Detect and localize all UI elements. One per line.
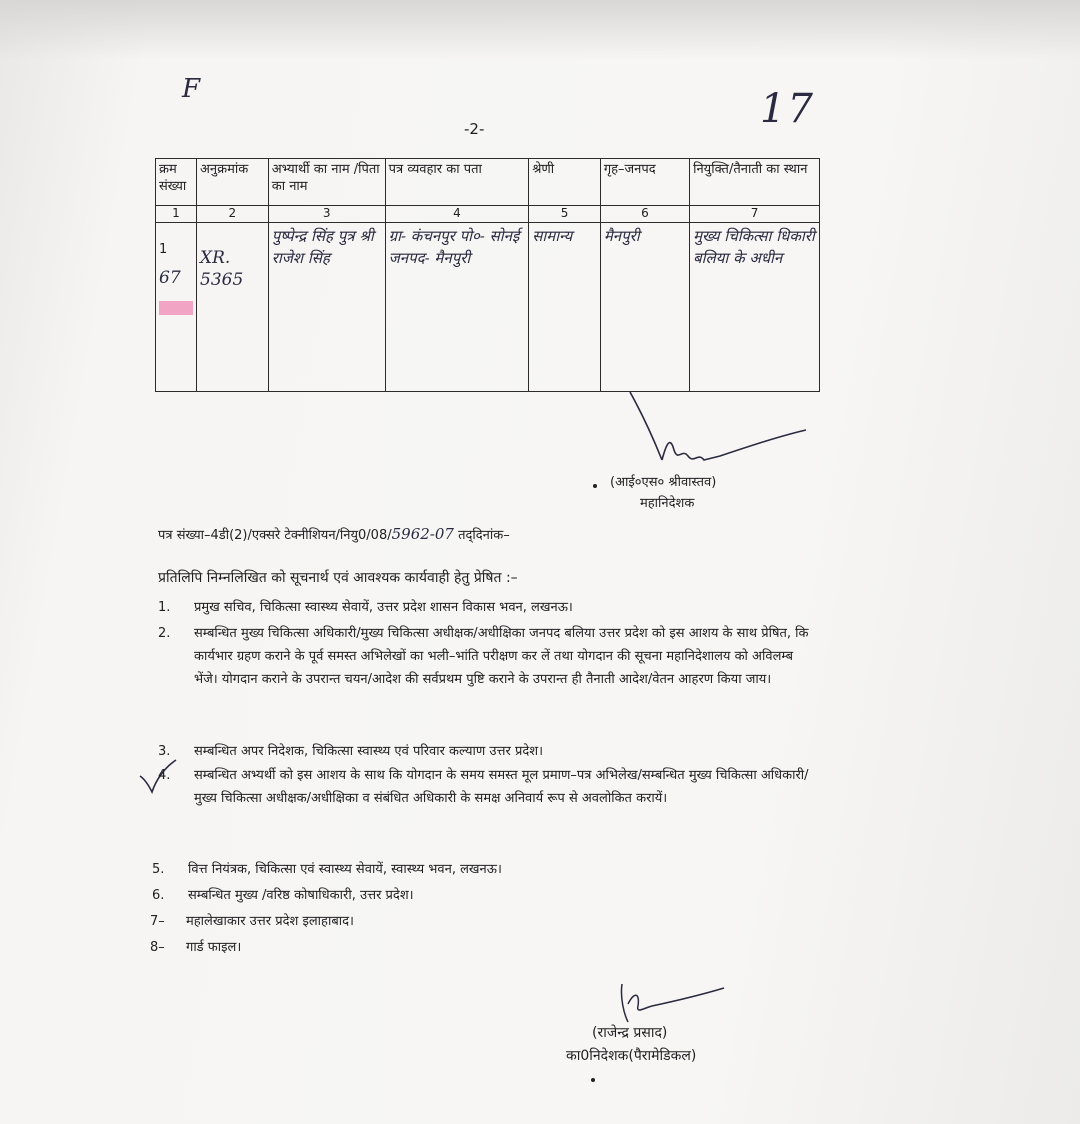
column-number: 3 <box>268 206 385 223</box>
item-text: गार्ड फाइल। <box>186 940 242 955</box>
column-header: अनुक्रमांक <box>197 159 269 206</box>
list-item <box>158 764 818 836</box>
list-item <box>158 740 818 764</box>
column-header: अभ्यार्थी का नाम /पिता का नाम <box>268 159 385 206</box>
scan-edge-shadow <box>0 0 1080 60</box>
item-number: 5. <box>152 862 165 877</box>
candidate-table <box>155 158 820 392</box>
column-number: 1 <box>156 206 197 223</box>
column-number-row <box>156 206 820 223</box>
item-number: 8– <box>150 940 165 955</box>
item-text: महालेखाकार उत्तर प्रदेश इलाहाबाद। <box>186 914 354 929</box>
signer-title: महानिदेशक <box>640 496 695 511</box>
reference-number-handwritten: 5962-07 <box>391 525 454 543</box>
item-number: 2. <box>158 626 171 641</box>
ink-dot <box>593 484 597 488</box>
column-number: 7 <box>690 206 820 223</box>
item-number: 4. <box>158 768 171 783</box>
list-item <box>152 884 812 908</box>
table-row <box>156 223 820 392</box>
roll-number-cell: XR. 5365 <box>197 223 269 392</box>
column-number: 2 <box>197 206 269 223</box>
reference-prefix: पत्र संख्या–4डी(2)/एक्सरे टेक्नीशियन/नियु0/08/ <box>158 528 392 543</box>
column-header: पत्र व्यवहार का पता <box>385 159 529 206</box>
column-header: गृह–जनपद <box>600 159 689 206</box>
page-number: 17 <box>760 86 815 132</box>
item-number: 1. <box>158 600 171 615</box>
list-item <box>158 622 818 742</box>
reference-suffix: तद्‌दिनांक– <box>458 528 510 543</box>
category-cell: सामान्य <box>529 223 601 392</box>
ink-dot <box>591 1078 595 1082</box>
column-header: नियुक्ति/तैनाती का स्थान <box>690 159 820 206</box>
item-number: 7– <box>150 914 165 929</box>
item-text: सम्बन्धित अपर निदेशक, चिकित्सा स्वास्थ्य एवं परिवार कल्याण उत्तर प्रदेश। <box>194 744 544 759</box>
serial-cell <box>156 223 197 392</box>
list-item <box>150 936 810 960</box>
home-district-cell: मैनपुरी <box>600 223 689 392</box>
item-text: सम्बन्धित मुख्य चिकित्सा अधिकारी/मुख्य चिकित्सा अधीक्षक/अधीक्षिका जनपद बलिया उत्तर प्रदेश को इस आशय के साथ प्रेषित, कि कार्यभार ग्रहण कराने के पूर्व समस्त अभिलेखों का भली–भांति परीक्षण कर लें तथा योगदान की सूचना महानिदेशालय को अविलम्ब भेंजे। योगदान कराने के उपरान्त चयन/आदेश की सर्वप्रथम पुष्टि कराने के उपरान्त ही तैनाती आदेश/वेतन आहरण किया जाय। <box>194 626 809 687</box>
table-header-row <box>156 159 820 206</box>
list-item <box>150 910 810 934</box>
column-number: 5 <box>529 206 601 223</box>
corner-mark: F <box>182 74 201 104</box>
address-cell: ग्रा- कंचनपुर पो०- सोनई जनपद- मैनपुरी <box>385 223 529 392</box>
item-text: प्रमुख सचिव, चिकित्सा स्वास्थ्य सेवायें, उत्तर प्रदेश शासन विकास भवन, लखनऊ। <box>194 600 573 615</box>
candidate-name-cell: पुष्पेन्द्र सिंह पुत्र श्री राजेश सिंह <box>268 223 385 392</box>
signature-mark-paramedical-director <box>600 978 740 1028</box>
distribution-intro: प्रतिलिपि निम्नलिखित को सूचनार्थ एवं आवश्यक कार्यवाही हेतु प्रेषित :– <box>158 570 518 586</box>
signer-name: (राजेन्द्र प्रसाद) <box>592 1025 668 1041</box>
highlight-mark <box>159 301 193 315</box>
posting-cell: मुख्य चिकित्सा धिकारी बलिया के अधीन <box>690 223 820 392</box>
item-number: 6. <box>152 888 165 903</box>
column-header: श्रेणी <box>529 159 601 206</box>
serial-note: 67 <box>159 268 181 288</box>
item-text: सम्बन्धित मुख्य /वरिष्ठ कोषाधिकारी, उत्तर प्रदेश। <box>188 888 414 903</box>
column-number: 6 <box>600 206 689 223</box>
item-number: 3. <box>158 744 171 759</box>
serial-number: 1 <box>159 242 168 257</box>
list-item <box>158 596 818 620</box>
item-text: वित्त नियंत्रक, चिकित्सा एवं स्वास्थ्य सेवायें, स्वास्थ्य भवन, लखनऊ। <box>188 862 502 877</box>
reference-line <box>158 525 510 543</box>
column-header: क्रम संख्या <box>156 159 197 206</box>
list-item <box>152 858 812 882</box>
signer-name: (आई०एस० श्रीवास्तव) <box>610 475 717 490</box>
column-number: 4 <box>385 206 529 223</box>
page-label: -2- <box>464 120 485 138</box>
item-text: सम्बन्धित अभ्यर्थी को इस आशय के साथ कि योगदान के समय समस्त मूल प्रमाण–पत्र अभिलेख/सम्बन्धित मुख्य चिकित्सा अधिकारी/मुख्य चिकित्सा अधीक्षक/अधीक्षिका व संबंधित अधिकारी के समक्ष अनिवार्य रूप से अवलोकित करायें। <box>194 768 809 806</box>
signer-title: का0निदेशक(पैरामेडिकल) <box>566 1048 697 1064</box>
